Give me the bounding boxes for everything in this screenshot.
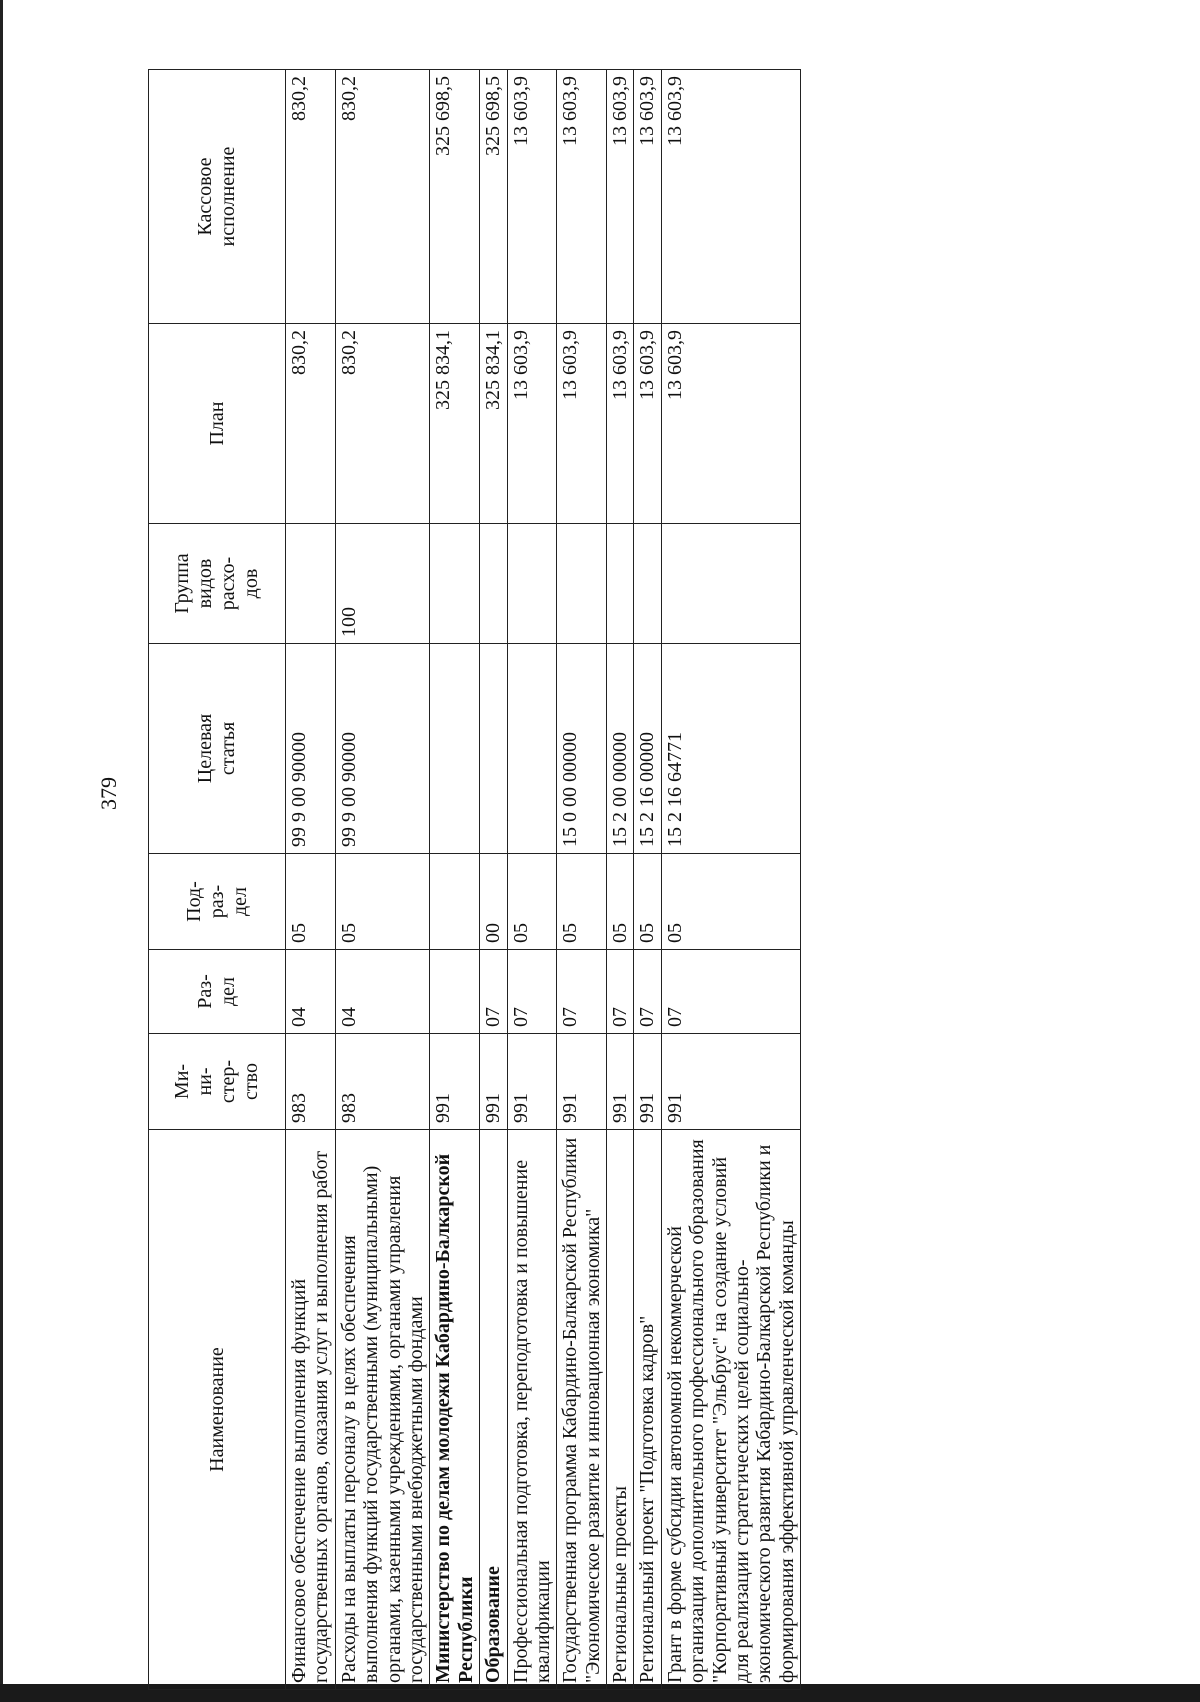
cell-section: 04 — [335, 950, 430, 1034]
header-cash: Кассовое исполнение — [149, 70, 286, 324]
cell-section: 07 — [507, 950, 557, 1034]
cell-plan: 13 603,9 — [607, 324, 634, 524]
cell-name: Министерство по делам молодежи Кабардино-Балкарской Республики — [430, 1130, 480, 1690]
budget-table — [148, 69, 801, 1690]
cell-name: Региональные проекты — [607, 1130, 634, 1690]
cell-cash: 830,2 — [335, 70, 430, 324]
cell-cash: 830,2 — [286, 70, 336, 324]
cell-expense-group — [661, 524, 800, 644]
cell-target: 15 2 00 00000 — [607, 644, 634, 854]
cell-ministry: 991 — [661, 1034, 800, 1130]
cell-ministry: 991 — [634, 1034, 661, 1130]
cell-subsection: 05 — [661, 854, 800, 950]
table-row — [480, 70, 507, 1690]
cell-plan: 830,2 — [286, 324, 336, 524]
cell-section: 07 — [557, 950, 607, 1034]
table-row — [335, 70, 430, 1690]
cell-name: Финансовое обеспечение выполнения функций государственных органов, оказания услуг и выполнения работ — [286, 1130, 336, 1690]
cell-ministry: 991 — [507, 1034, 557, 1130]
table-row — [557, 70, 607, 1690]
table-row — [607, 70, 634, 1690]
cell-section: 07 — [480, 950, 507, 1034]
cell-expense-group: 100 — [335, 524, 430, 644]
cell-cash: 325 698,5 — [430, 70, 480, 324]
cell-subsection: 05 — [507, 854, 557, 950]
page-number: 379 — [96, 777, 121, 810]
table-header-row — [149, 70, 286, 1690]
table-row — [507, 70, 557, 1690]
cell-plan: 325 834,1 — [480, 324, 507, 524]
cell-target — [480, 644, 507, 854]
cell-cash: 13 603,9 — [507, 70, 557, 324]
rotated-table-container — [148, 70, 1028, 1690]
cell-section: 07 — [607, 950, 634, 1034]
cell-expense-group — [286, 524, 336, 644]
cell-ministry: 983 — [335, 1034, 430, 1130]
header-plan: План — [149, 324, 286, 524]
table-row — [430, 70, 480, 1690]
cell-name: Расходы на выплаты персоналу в целях обеспечения выполнения функций государственными (муниципальными) органами, казенными учреждениями, органами управления государственными внебюджетными фондами — [335, 1130, 430, 1690]
cell-subsection: 05 — [634, 854, 661, 950]
cell-subsection: 05 — [607, 854, 634, 950]
table-row — [634, 70, 661, 1690]
cell-target: 99 9 00 90000 — [335, 644, 430, 854]
cell-expense-group — [480, 524, 507, 644]
cell-target — [430, 644, 480, 854]
cell-ministry: 991 — [607, 1034, 634, 1130]
cell-name: Профессиональная подготовка, переподготовка и повышение квалификации — [507, 1130, 557, 1690]
cell-subsection: 05 — [557, 854, 607, 950]
table-row — [286, 70, 336, 1690]
header-section: Раз- дел — [149, 950, 286, 1034]
cell-ministry: 983 — [286, 1034, 336, 1130]
cell-expense-group — [430, 524, 480, 644]
cell-plan: 13 603,9 — [634, 324, 661, 524]
cell-cash: 13 603,9 — [607, 70, 634, 324]
cell-target — [507, 644, 557, 854]
header-expense-group: Группа видов расхо- дов — [149, 524, 286, 644]
cell-cash: 13 603,9 — [557, 70, 607, 324]
scan-left-edge — [0, 0, 3, 1702]
cell-subsection: 05 — [335, 854, 430, 950]
cell-section: 04 — [286, 950, 336, 1034]
cell-ministry: 991 — [480, 1034, 507, 1130]
cell-section: 07 — [634, 950, 661, 1034]
header-target: Целевая статья — [149, 644, 286, 854]
header-ministry: Ми- ни- стер- ство — [149, 1034, 286, 1130]
cell-name: Региональный проект "Подготовка кадров" — [634, 1130, 661, 1690]
cell-expense-group — [607, 524, 634, 644]
cell-plan: 13 603,9 — [661, 324, 800, 524]
header-subsection: Под- раз- дел — [149, 854, 286, 950]
cell-target: 99 9 00 90000 — [286, 644, 336, 854]
cell-cash: 13 603,9 — [634, 70, 661, 324]
header-name: Наименование — [149, 1130, 286, 1690]
cell-plan: 325 834,1 — [430, 324, 480, 524]
cell-section: 07 — [661, 950, 800, 1034]
cell-name: Государственная программа Кабардино-Балкарской Республики "Экономическое развитие и инновационная экономика" — [557, 1130, 607, 1690]
cell-plan: 830,2 — [335, 324, 430, 524]
table-row — [661, 70, 800, 1690]
cell-plan: 13 603,9 — [507, 324, 557, 524]
cell-name: Грант в форме субсидии автономной некоммерческой организации дополнительного профессионального образования "Корпоративный университет "Эльбрус" на создание условий для реализации стратегических целей социально-экономического развития Кабардино-Балкарской Республики и формирования эффективной управленческой команды — [661, 1130, 800, 1690]
cell-subsection: 05 — [286, 854, 336, 950]
cell-expense-group — [634, 524, 661, 644]
cell-section — [430, 950, 480, 1034]
cell-ministry: 991 — [557, 1034, 607, 1130]
cell-plan: 13 603,9 — [557, 324, 607, 524]
cell-expense-group — [557, 524, 607, 644]
cell-cash: 325 698,5 — [480, 70, 507, 324]
cell-name: Образование — [480, 1130, 507, 1690]
cell-subsection — [430, 854, 480, 950]
cell-expense-group — [507, 524, 557, 644]
cell-subsection: 00 — [480, 854, 507, 950]
table-body — [286, 70, 801, 1690]
cell-target: 15 2 16 64771 — [661, 644, 800, 854]
cell-target: 15 0 00 00000 — [557, 644, 607, 854]
cell-target: 15 2 16 00000 — [634, 644, 661, 854]
cell-ministry: 991 — [430, 1034, 480, 1130]
cell-cash: 13 603,9 — [661, 70, 800, 324]
